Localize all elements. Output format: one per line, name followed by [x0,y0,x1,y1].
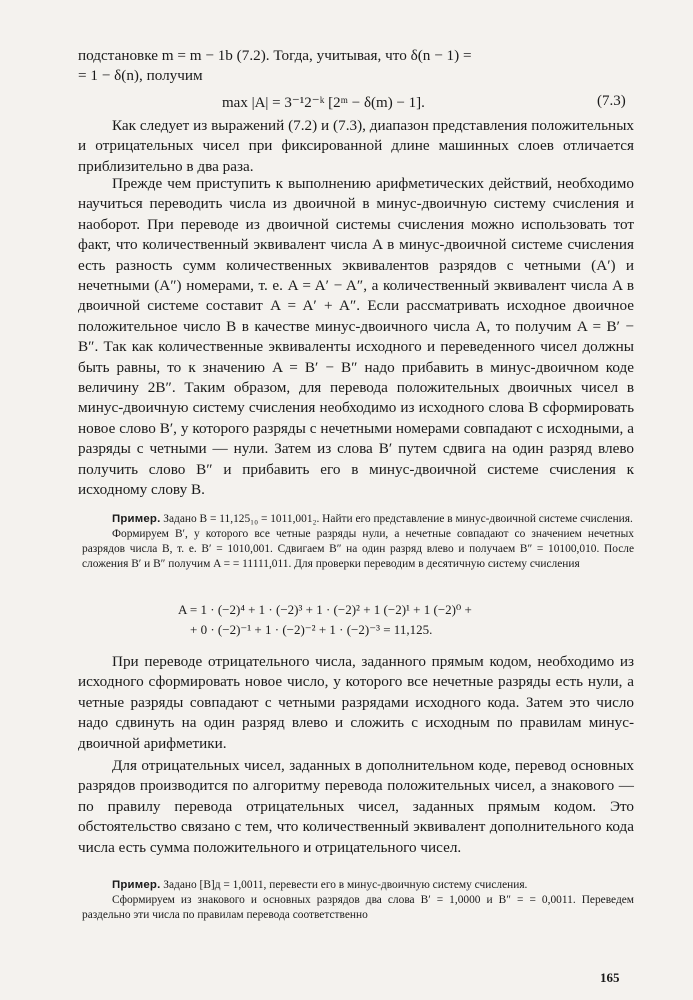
example-1-formula-line-2: + 0 · (−2)⁻¹ + 1 · (−2)⁻² + 1 · (−2)⁻³ = 11,125. [190,622,433,637]
example-1-formula-line-1: A = 1 · (−2)⁴ + 1 · (−2)³ + 1 · (−2)² + 1 (−2)¹ + 1 (−2)⁰ + [178,602,472,617]
page-number: 165 [600,970,620,985]
paragraph-negative-direct [78,652,634,754]
example-1 [82,512,634,572]
equation-number: (7.3) [597,93,626,109]
example-2-body: Сформируем из знакового и основных разрядов два слова B′ = 1,0000 и B″ = = 0,0011. Переведем раздельно эти числа по правилам перевода соответственно [82,894,634,921]
paragraph-4: Для отрицательных чисел, заданных в дополнительном коде, перевод основных разрядов производится по алгоритму перевода положительных чисел, а знакового — по правилу перевода отрицательных чисел, заданных прямым кодом. Это обстоятельство связано с тем, что количественный эквивалент дополнительного кода числа есть сумма положительного и отрицательного чисел. [78,757,634,856]
example-2 [82,878,634,923]
paragraph-negative-complement [78,756,634,858]
paragraph-range [78,116,634,177]
example-2-statement [82,878,634,893]
example-1-text: Задано B = 11,125₁₀ = 1011,001₂. Найти его представление в минус-двоичной системе счисления. [160,513,633,525]
example-2-lead: Пример. [112,879,161,891]
paragraph-2: Прежде чем приступить к выполнению арифметических действий, необходимо научиться переводить числа из двоичной в минус-двоичную систему счисления и наоборот. При переводе из двоичной системы счисления можно использовать тот факт, что количественный эквивалент числа A в минус-двоичной системе счисления есть разность сумм количественных эквивалентов разрядов с четными (A′) и нечетными (A″) номерами, т. е. A = A′ − A″, а количественный эквивалент числа A в двоичной системе составит A = A′ + A″. Если рассматривать исходное двоичное положительное число B в качестве минус-двоичного числа A, то получим A = B′ − B″. Так как количественные эквиваленты исходного и переведенного чисел должны быть равны, то к значению A = B′ − B″ надо прибавить в минус-двоичном коде величину 2B″. Таким образом, для перевода положительных двоичных чисел в минус-двоичную систему счисления необходимо из исходного слова B сформировать новое слово B′, у которого разряды с нечетными номерами совпадают с исходными, а разряды с четными — нули. Затем из слова B′ путем сдвига на один разряд влево получить слово B″ и прибавить его в минус-двоичной системе счисления к исходному слову B. [78,175,634,499]
intro-line-1: подстановке m = m − 1b (7.2). Тогда, учитывая, что δ(n − 1) = [78,47,472,64]
intro-line-2: = 1 − δ(n), получим [78,67,203,85]
formula-7-3: max |A| = 3⁻¹2⁻ᵏ [2ᵐ − δ(m) − 1]. [222,95,425,111]
paragraph-conversion [78,174,634,501]
example-1-statement [82,512,634,527]
paragraph-1: Как следует из выражений (7.2) и (7.3), диапазон представления положительных и отрицательных чисел при фиксированной длине машинных слоев отличается приблизительно в два раза. [78,117,634,175]
intro-block [78,46,634,87]
example-1-body: Формируем B′, у которого все четные разряды нули, а нечетные совпадают со значением нечетных разрядов числа B, т. е. B′ = 1010,001. Сдвигаем B″ на один разряд влево и получаем B″ = 10100,010. После сложения B′ и B″ получим A = = 11111,011. Для проверки переводим в десятичную систему счисления [82,528,634,570]
example-2-text: Задано [B]д = 1,0011, перевести его в минус-двоичную систему счисления. [160,879,528,891]
paragraph-3: При переводе отрицательного числа, заданного прямым кодом, необходимо из исходного сформировать новое число, у которого все нечетные разряды есть нули, а четные разряды совпадают с четными разрядами исходного кода. Затем это число надо сдвинуть на один разряд влево и сложить с исходным по правилам минус-двоичной арифметики. [78,653,634,752]
example-1-lead: Пример. [112,513,161,525]
